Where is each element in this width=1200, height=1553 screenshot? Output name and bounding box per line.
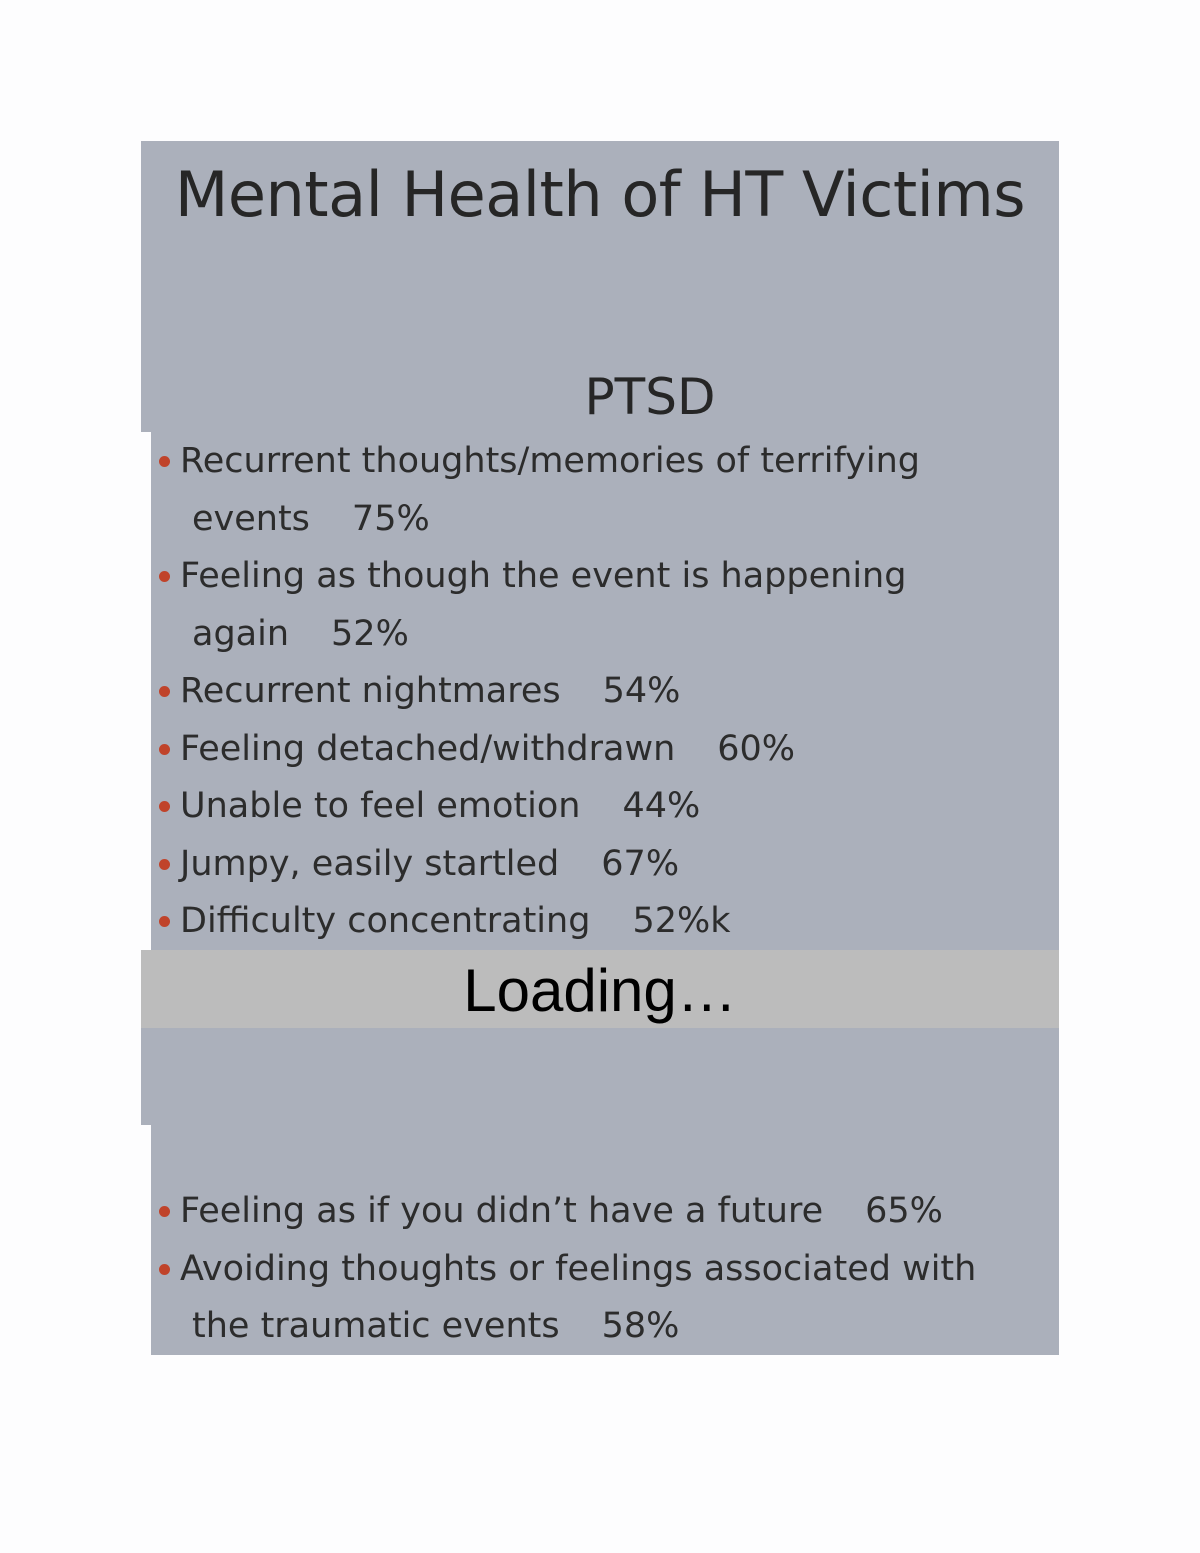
- bullet-icon: [159, 456, 170, 467]
- symptom-percent: 44%: [622, 786, 701, 826]
- symptom-text: Recurrent nightmares: [180, 671, 561, 711]
- loading-indicator: Loading…: [141, 950, 1059, 1028]
- bullet-icon: [159, 744, 170, 755]
- symptom-item: [155, 721, 1055, 779]
- symptom-text: Difficulty concentrating: [180, 901, 591, 941]
- section-heading-ptsd: PTSD: [584, 368, 716, 426]
- bullet-icon: [159, 686, 170, 697]
- symptom-percent: 67%: [601, 843, 680, 884]
- bullet-icon: [159, 1264, 170, 1275]
- symptom-item: [155, 1241, 1055, 1356]
- symptom-list-bottom: [155, 1183, 1055, 1356]
- symptom-item: [155, 893, 1055, 951]
- symptom-text-continued: again: [192, 613, 290, 654]
- symptom-text: Feeling as though the event is happening: [180, 556, 907, 596]
- symptom-item: [155, 663, 1055, 721]
- symptom-text: Avoiding thoughts or feelings associated with: [180, 1248, 977, 1289]
- symptom-percent: 54%: [602, 671, 681, 711]
- symptom-item: [155, 778, 1055, 836]
- symptom-text: Recurrent thoughts/memories of terrifying: [180, 441, 921, 481]
- symptom-item: [155, 836, 1055, 894]
- symptom-text: Feeling detached/withdrawn: [180, 728, 676, 769]
- bullet-icon: [159, 571, 170, 582]
- symptom-percent: 52%k: [632, 901, 731, 941]
- bullet-icon: [159, 801, 170, 812]
- symptom-percent: 58%: [601, 1306, 680, 1346]
- symptom-text-continued: the traumatic events: [192, 1306, 560, 1346]
- symptom-percent: 52%: [331, 613, 409, 654]
- symptom-text: Jumpy, easily startled: [180, 843, 560, 884]
- symptom-text-continued: events: [192, 498, 310, 539]
- bullet-icon: [159, 916, 170, 927]
- symptom-item: [155, 433, 1055, 548]
- symptom-item: [155, 548, 1055, 663]
- symptom-text: Unable to feel emotion: [180, 786, 581, 826]
- slide-background-middle: [141, 1028, 1059, 1125]
- symptom-list-top: [155, 433, 1055, 951]
- slide-title: Mental Health of HT Victims: [174, 158, 1026, 231]
- symptom-item: [155, 1183, 1055, 1241]
- symptom-percent: 65%: [865, 1191, 943, 1231]
- symptom-percent: 75%: [351, 498, 430, 539]
- bullet-icon: [159, 859, 170, 870]
- bullet-icon: [159, 1206, 170, 1217]
- symptom-percent: 60%: [717, 728, 796, 769]
- symptom-text: Feeling as if you didn’t have a future: [180, 1191, 824, 1231]
